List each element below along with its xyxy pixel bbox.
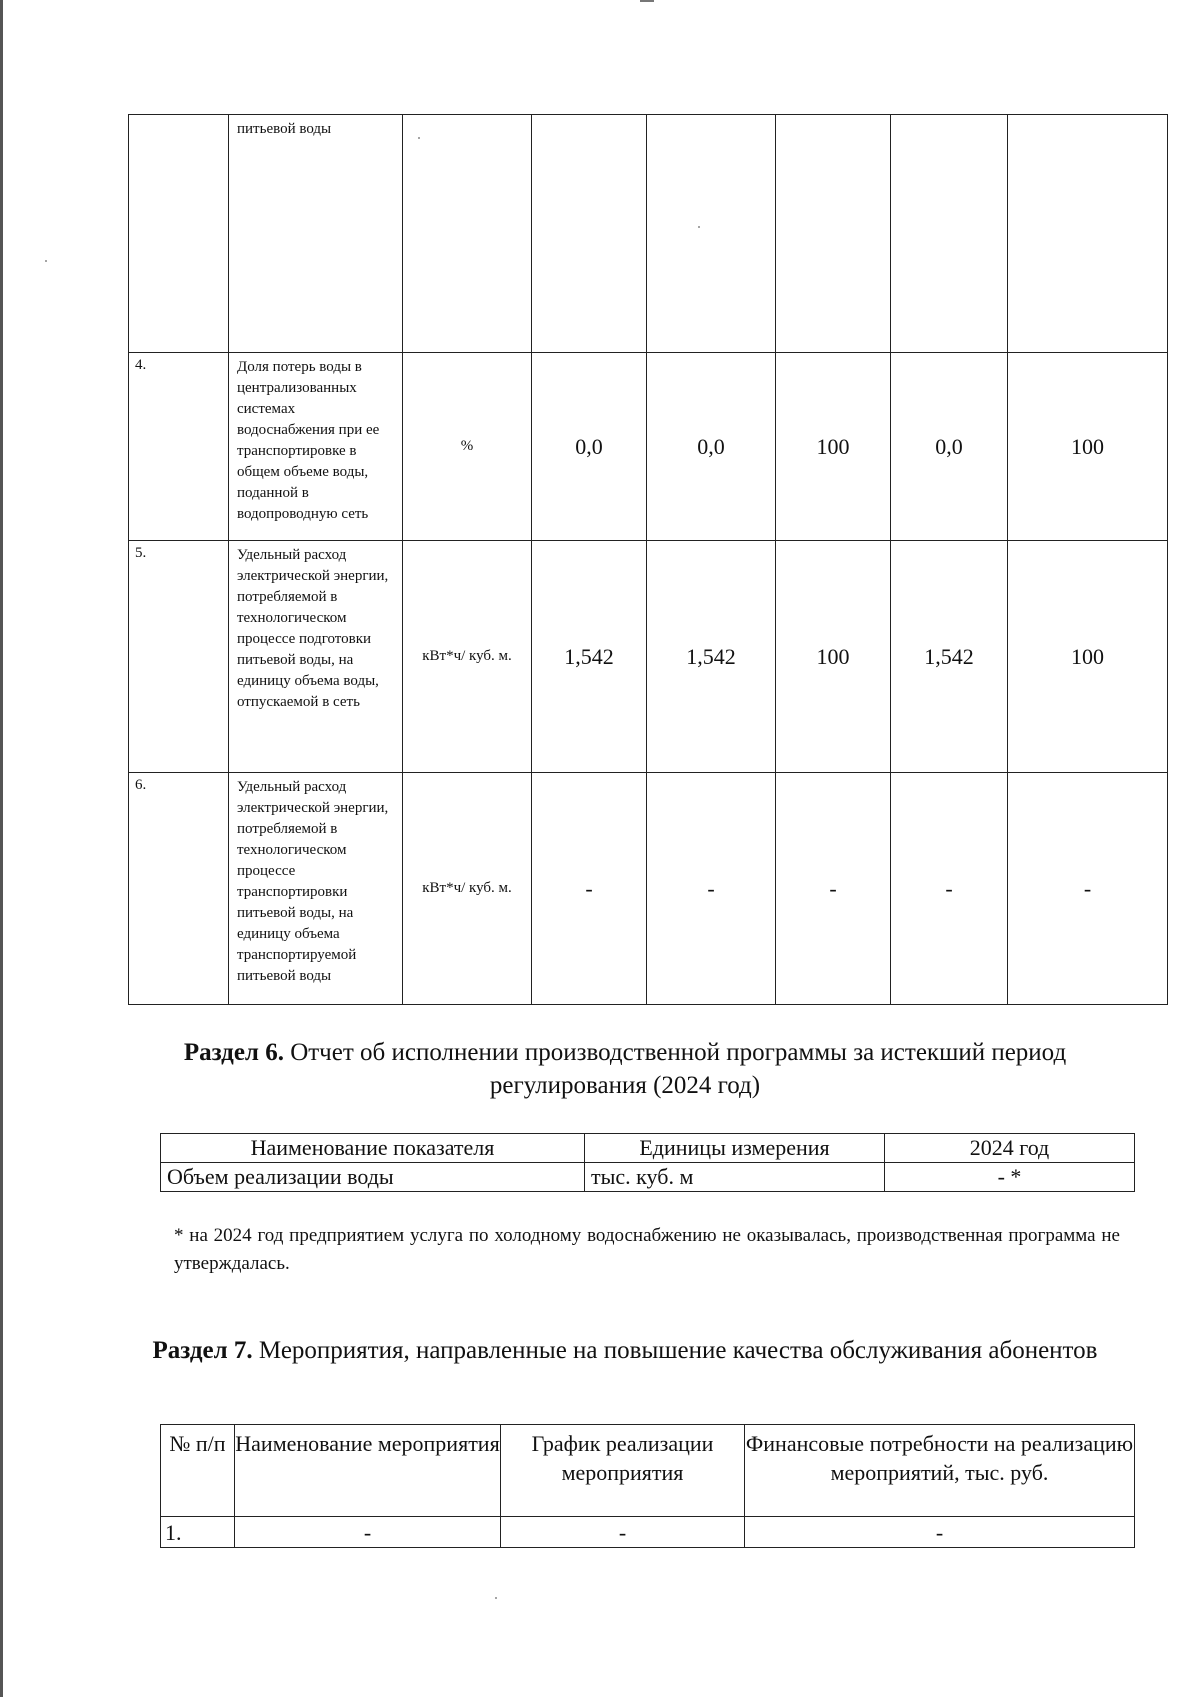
section-7-label: Раздел 7.: [152, 1337, 253, 1364]
value-cell: -: [891, 773, 1008, 1005]
column-header: Единицы измерения: [585, 1134, 885, 1163]
scan-mark: [640, 0, 654, 2]
row-number: [129, 115, 229, 353]
indicator-name: Удельный расход электрической энергии, потребляемой в технологическом процессе транспортировки питьевой воды, на единицу объема транспортируемой питьевой воды: [229, 773, 403, 1005]
value-cell: -: [1008, 773, 1168, 1005]
table-header-row: [161, 1134, 1135, 1163]
value-cell: -: [776, 773, 891, 1005]
value-cell: [891, 115, 1008, 353]
value-cell: 0,0: [532, 353, 647, 541]
column-header: № п/п: [161, 1425, 235, 1517]
column-header: 2024 год: [885, 1134, 1135, 1163]
table-cell: -: [745, 1517, 1135, 1548]
value-cell: 100: [776, 353, 891, 541]
table-cell: - *: [885, 1163, 1135, 1192]
row-number: 6.: [129, 773, 229, 1005]
indicators-table: [128, 114, 1168, 1005]
table-row: [129, 115, 1168, 353]
indicator-name: питьевой воды: [229, 115, 403, 353]
value-cell: -: [647, 773, 776, 1005]
scan-speck: [418, 137, 420, 139]
column-header: Наименование мероприятия: [235, 1425, 501, 1517]
column-header: Финансовые потребности на реализацию мероприятий, тыс. руб.: [745, 1425, 1135, 1517]
indicator-unit: %: [403, 353, 532, 541]
table-cell: Объем реализации воды: [161, 1163, 585, 1192]
table-cell: 1.: [161, 1517, 235, 1548]
value-cell: 0,0: [891, 353, 1008, 541]
value-cell: 1,542: [891, 541, 1008, 773]
value-cell: [532, 115, 647, 353]
section-6-title: Отчет об исполнении производственной программы за истекший период регулирования (2024 год): [290, 1039, 1067, 1099]
value-cell: -: [532, 773, 647, 1005]
table-row: [129, 353, 1168, 541]
section-6-heading: [150, 1036, 1100, 1102]
table-cell: -: [235, 1517, 501, 1548]
table-row: [129, 773, 1168, 1005]
indicator-name: Удельный расход электрической энергии, потребляемой в технологическом процессе подготовки питьевой воды, на единицу объема воды, отпускаемой в сеть: [229, 541, 403, 773]
scan-speck: [698, 226, 700, 228]
scan-speck: [45, 260, 47, 262]
table-cell: тыс. куб. м: [585, 1163, 885, 1192]
row-number: 5.: [129, 541, 229, 773]
indicator-unit: кВт*ч/ куб. м.: [403, 773, 532, 1005]
value-cell: [1008, 115, 1168, 353]
table-row: [161, 1163, 1135, 1192]
table-cell: -: [501, 1517, 745, 1548]
section-7-table: [160, 1424, 1135, 1548]
section-7-title: Мероприятия, направленные на повышение качества обслуживания абонентов: [258, 1337, 1098, 1364]
section-6-table: [160, 1133, 1135, 1192]
value-cell: [776, 115, 891, 353]
table-row: [129, 541, 1168, 773]
table-row: [161, 1517, 1135, 1548]
value-cell: 0,0: [647, 353, 776, 541]
value-cell: 100: [1008, 353, 1168, 541]
row-number: 4.: [129, 353, 229, 541]
table-header-row: [161, 1425, 1135, 1517]
value-cell: [647, 115, 776, 353]
indicator-name: Доля потерь воды в централизованных системах водоснабжения при ее транспортировке в общем объеме воды, поданной в водопроводную сеть: [229, 353, 403, 541]
value-cell: 1,542: [647, 541, 776, 773]
value-cell: 100: [1008, 541, 1168, 773]
value-cell: 1,542: [532, 541, 647, 773]
section-6-label: Раздел 6.: [183, 1039, 284, 1066]
indicator-unit: [403, 115, 532, 353]
column-header: Наименование показателя: [161, 1134, 585, 1163]
footnote: * на 2024 год предприятием услуга по холодному водоснабжению не оказывалась, производственная программа не утверждалась.: [174, 1225, 1120, 1274]
value-cell: 100: [776, 541, 891, 773]
page-edge-line: [0, 0, 3, 1697]
section-7-heading: [150, 1334, 1100, 1367]
column-header: График реализации мероприятия: [501, 1425, 745, 1517]
scan-speck: [495, 1597, 497, 1599]
indicator-unit: кВт*ч/ куб. м.: [403, 541, 532, 773]
